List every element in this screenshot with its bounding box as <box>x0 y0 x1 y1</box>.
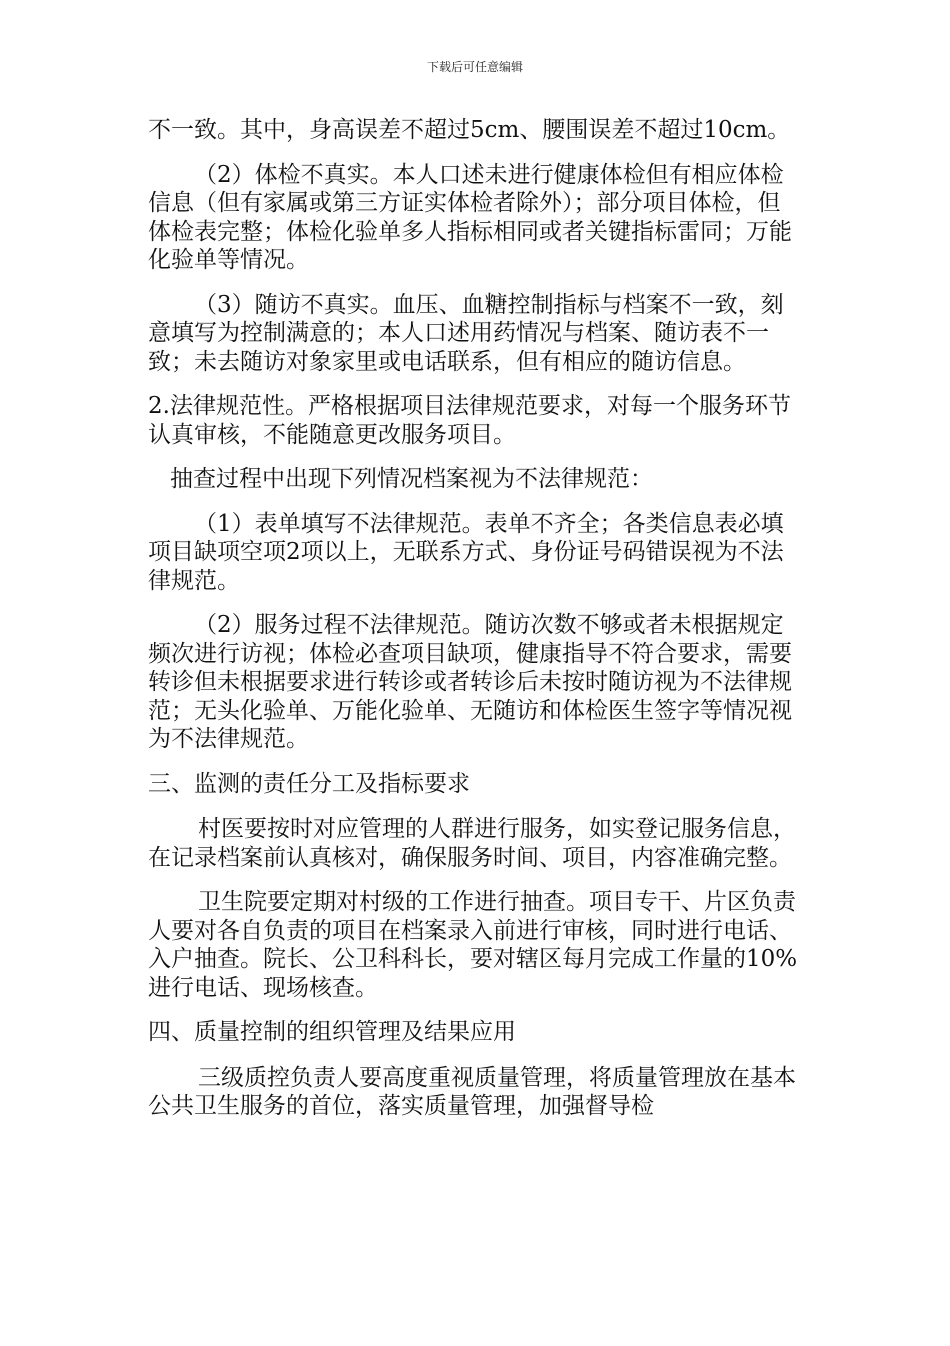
paragraph-followup-not-genuine: （3）随访不真实。血压、血糖控制指标与档案不一致，刻意填写为控制满意的；本人口述用药情况与档案、随访表不一致；未去随访对象家里或电话联系，但有相应的随访信息。 <box>148 291 784 375</box>
paragraph-legal-compliance: 2.法律规范性。严格根据项目法律规范要求，对每一个服务环节认真审核，不能随意更改服务项目。 <box>148 393 791 448</box>
paragraph-village-doctor-duty: 村医要按时对应管理的人群进行服务，如实登记服务信息，在记录档案前认真核对，确保服务时间、项目，内容准确完整。 <box>148 816 796 871</box>
paragraph-quality-management: 三级质控负责人要高度重视质量管理，将质量管理放在基本公共卫生服务的首位，落实质量管理，加强督导检 <box>148 1064 796 1119</box>
document-body <box>148 116 798 1137</box>
paragraph-height-waist-tolerance: 不一致。其中，身高误差不超过5cm、腰围误差不超过10cm。 <box>148 117 791 143</box>
paragraph-health-center-duty: 卫生院要定期对村级的工作进行抽查。项目专干、片区负责人要对各自负责的项目在档案录入前进行审核，同时进行电话、入户抽查。院长、公卫科科长，要对辖区每月完成工作量的10%进行电话、现场核查。 <box>148 889 798 1001</box>
section-heading-4: 四、质量控制的组织管理及结果应用 <box>148 1019 516 1045</box>
section-heading-3: 三、监测的责任分工及指标要求 <box>148 770 470 797</box>
paragraph-service-noncompliance: （2）服务过程不法律规范。随访次数不够或者未根据规定频次进行访视；体检必查项目缺项，健康指导不符合要求，需要转诊但未根据要求进行转诊或者转诊后未按时随访视为不法律规范；无头化验单、万能化验单、无随访和体检医生签字等情况视为不法律规范。 <box>148 612 792 752</box>
page-header: 下载后可任意编辑 <box>426 60 523 74</box>
paragraph-exam-not-genuine: （2）体检不真实。本人口述未进行健康体检但有相应体检信息（但有家属或第三方证实体检者除外）；部分项目体检，但体检表完整；体检化验单多人指标相同或者关键指标雷同；万能化验单等情况。 <box>148 161 792 273</box>
paragraph-spot-check-intro: 抽查过程中出现下列情况档案视为不法律规范： <box>170 466 653 492</box>
paragraph-form-noncompliance: （1）表单填写不法律规范。表单不齐全；各类信息表必填项目缺项空项2项以上，无联系方式、身份证号码错误视为不法律规范。 <box>148 510 784 594</box>
